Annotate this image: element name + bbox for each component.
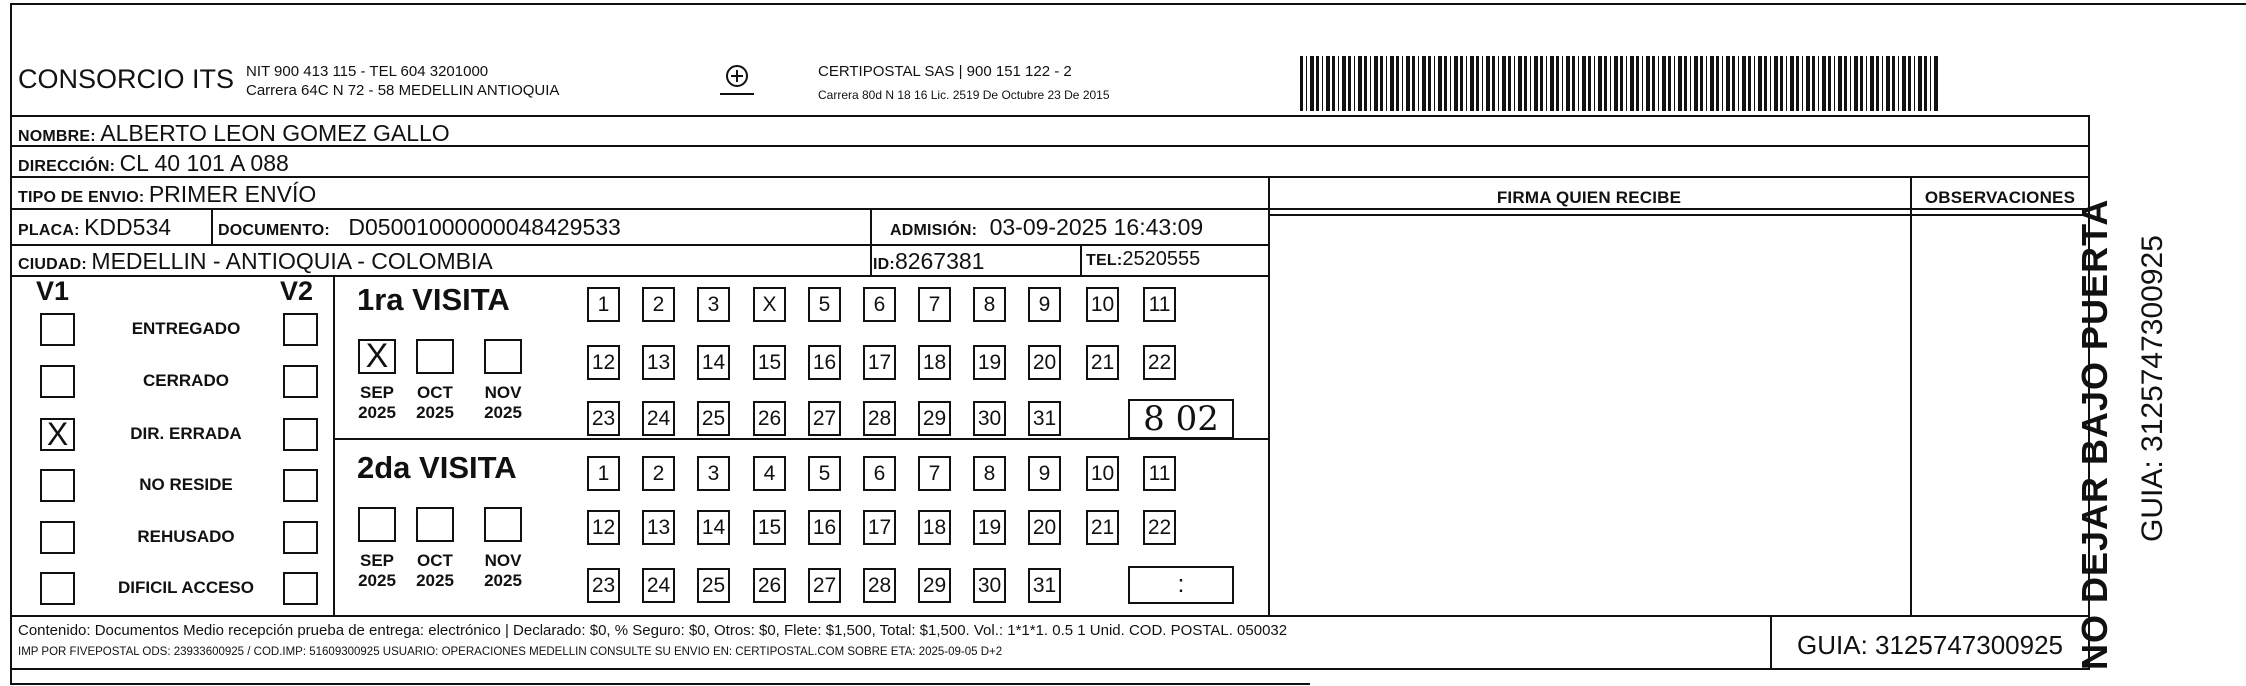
visit2-day-25[interactable]: 25: [697, 568, 730, 603]
visit1-day-13[interactable]: 13: [642, 345, 675, 380]
status-v1-checkbox[interactable]: [40, 521, 75, 554]
status-v2-checkbox[interactable]: [283, 572, 318, 605]
visit2-day-12[interactable]: 12: [587, 510, 620, 545]
month-year: 2025: [358, 571, 396, 590]
visit2-month-label: [474, 551, 532, 591]
visit2-day-7[interactable]: 7: [918, 456, 951, 491]
visit1-day-18[interactable]: 18: [918, 345, 951, 380]
visit2-day-4[interactable]: 4: [753, 456, 786, 491]
visit2-day-21[interactable]: 21: [1086, 510, 1119, 545]
status-v2-checkbox[interactable]: [283, 365, 318, 398]
side-warning: NO DEJAR BAJO PUERTA: [2074, 198, 2115, 670]
month-year: 2025: [416, 571, 454, 590]
visit1-day-6[interactable]: 6: [863, 287, 896, 322]
status-v2-checkbox[interactable]: [283, 469, 318, 502]
month-name: OCT: [417, 383, 453, 402]
footer-guia: GUIA: 3125747300925: [1797, 630, 2063, 660]
visit2-day-24[interactable]: 24: [642, 568, 675, 603]
visit1-month-checkbox[interactable]: X: [358, 339, 396, 374]
visit1-day-9[interactable]: 9: [1028, 287, 1061, 322]
admission-row: [890, 214, 1203, 241]
visit1-day-15[interactable]: 15: [753, 345, 786, 380]
visit2-day-19[interactable]: 19: [973, 510, 1006, 545]
month-year: 2025: [484, 403, 522, 422]
status-label: DIFICIL ACCESO: [117, 578, 254, 597]
plate-label: PLACA:: [18, 222, 80, 239]
visit2-day-6[interactable]: 6: [863, 456, 896, 491]
visit1-day-29[interactable]: 29: [918, 401, 951, 436]
visit1-day-27[interactable]: 27: [808, 401, 841, 436]
month-name: NOV: [484, 383, 522, 402]
visit1-day-19[interactable]: 19: [973, 345, 1006, 380]
visit2-month-checkbox[interactable]: [358, 507, 396, 542]
visit2-day-23[interactable]: 23: [587, 568, 620, 603]
visit2-day-30[interactable]: 30: [973, 568, 1006, 603]
v1-label: V1: [36, 276, 70, 306]
month-name: OCT: [417, 551, 453, 570]
certipostal-logo-icon: [712, 60, 762, 102]
company-address: Carrera 64C N 72 - 58 MEDELLIN ANTIOQUIA: [246, 82, 560, 99]
status-label: REHUSADO: [137, 527, 235, 546]
shipping-type: PRIMER ENVÍO: [148, 181, 317, 207]
visit2-day-31[interactable]: 31: [1028, 568, 1061, 603]
visit1-day-17[interactable]: 17: [863, 345, 896, 380]
month-year: 2025: [484, 571, 522, 590]
visit2-day-26[interactable]: 26: [753, 568, 786, 603]
visit1-day-2[interactable]: 2: [642, 287, 675, 322]
visit1-month-checkbox[interactable]: [416, 339, 454, 374]
visit2-day-10[interactable]: 10: [1086, 456, 1119, 491]
barcode: [1300, 56, 1940, 111]
visit2-day-2[interactable]: 2: [642, 456, 675, 491]
plate-row: [18, 214, 171, 241]
visit2-day-22[interactable]: 22: [1143, 510, 1176, 545]
visit2-day-5[interactable]: 5: [808, 456, 841, 491]
visit1-day-28[interactable]: 28: [863, 401, 896, 436]
status-label: DIR. ERRADA: [130, 424, 242, 443]
carrier-address: Carrera 80d N 18 16 Lic. 2519 De Octubre 23 De 2015: [818, 88, 1110, 102]
type-label: TIPO DE ENVIO:: [18, 189, 145, 206]
visit2-day-14[interactable]: 14: [697, 510, 730, 545]
visit2-month-checkbox[interactable]: [484, 507, 522, 542]
visit1-day-24[interactable]: 24: [642, 401, 675, 436]
visit1-day-11[interactable]: 11: [1143, 287, 1176, 322]
visit1-month-checkbox[interactable]: [484, 339, 522, 374]
visit1-title: 1ra VISITA: [357, 282, 510, 317]
visit2-day-3[interactable]: 3: [697, 456, 730, 491]
visit2-day-17[interactable]: 17: [863, 510, 896, 545]
tel-label: TEL:: [1086, 252, 1123, 269]
visit2-day-28[interactable]: 28: [863, 568, 896, 603]
status-v1-checkbox[interactable]: [40, 572, 75, 605]
signature-header: FIRMA QUIEN RECIBE: [1496, 188, 1682, 207]
name-label: NOMBRE:: [18, 128, 96, 145]
top-border: [10, 3, 2246, 5]
visit1-day-10[interactable]: 10: [1086, 287, 1119, 322]
status-v1-checkbox[interactable]: X: [40, 418, 75, 451]
recipient-address: CL 40 101 A 088: [119, 150, 289, 176]
visit1-day-1[interactable]: 1: [587, 287, 620, 322]
visit1-day-4[interactable]: X: [753, 287, 786, 322]
visit2-day-16[interactable]: 16: [808, 510, 841, 545]
visit2-day-20[interactable]: 20: [1028, 510, 1061, 545]
admission-value: 03-09-2025 16:43:09: [989, 214, 1204, 240]
v2-label: V2: [280, 276, 314, 306]
company-nit: NIT 900 413 115 - TEL 604 3201000: [246, 63, 489, 80]
status-v2-checkbox[interactable]: [283, 521, 318, 554]
visit2-title: 2da VISITA: [357, 450, 517, 485]
id-label: ID:: [873, 256, 895, 273]
city-label: CIUDAD:: [18, 256, 87, 273]
visit2-day-8[interactable]: 8: [973, 456, 1006, 491]
visit1-day-21[interactable]: 21: [1086, 345, 1119, 380]
visit2-time-box[interactable]: :: [1128, 566, 1234, 604]
recipient-name: ALBERTO LEON GOMEZ GALLO: [100, 120, 450, 146]
admission-label: ADMISIÓN:: [890, 222, 978, 239]
visit1-day-31[interactable]: 31: [1028, 401, 1061, 436]
tel-value: 2520555: [1122, 248, 1201, 270]
address-label: DIRECCIÓN:: [18, 158, 116, 175]
visit1-month-label: [406, 383, 464, 423]
month-name: NOV: [484, 551, 522, 570]
visit2-day-15[interactable]: 15: [753, 510, 786, 545]
status-label: ENTREGADO: [131, 319, 241, 338]
month-year: 2025: [416, 403, 454, 422]
visit2-day-1[interactable]: 1: [587, 456, 620, 491]
month-name: SEP: [359, 551, 395, 570]
visit2-month-label: [406, 551, 464, 591]
status-v2-checkbox[interactable]: [283, 313, 318, 346]
month-year: 2025: [358, 403, 396, 422]
visit2-day-11[interactable]: 11: [1143, 456, 1176, 491]
name-row: [18, 120, 450, 147]
status-v1-checkbox[interactable]: [40, 469, 75, 502]
id-row: [873, 248, 984, 275]
bottom-border: [10, 683, 1310, 685]
visit1-day-20[interactable]: 20: [1028, 345, 1061, 380]
visit2-day-29[interactable]: 29: [918, 568, 951, 603]
visit1-day-7[interactable]: 7: [918, 287, 951, 322]
visit1-time-box[interactable]: 8 02: [1128, 399, 1234, 439]
visit1-day-14[interactable]: 14: [697, 345, 730, 380]
observations-header: OBSERVACIONES: [1924, 188, 2076, 207]
left-border: [10, 3, 12, 683]
status-label: CERRADO: [143, 371, 229, 390]
visit1-day-23[interactable]: 23: [587, 401, 620, 436]
visit1-day-22[interactable]: 22: [1143, 345, 1176, 380]
city-row: [18, 248, 493, 275]
status-v1-checkbox[interactable]: [40, 313, 75, 346]
carrier-name: CERTIPOSTAL SAS | 900 151 122 - 2: [818, 63, 1072, 80]
visit1-month-label: [474, 383, 532, 423]
document-row: [218, 214, 621, 241]
visit2-day-18[interactable]: 18: [918, 510, 951, 545]
visit2-day-9[interactable]: 9: [1028, 456, 1061, 491]
visit2-day-13[interactable]: 13: [642, 510, 675, 545]
side-guia: GUIA: 3125747300925: [2136, 235, 2169, 542]
visit1-month-label: [348, 383, 406, 423]
document-label: DOCUMENTO:: [218, 222, 330, 239]
footer-content: Contenido: Documentos Medio recepción prueba de entrega: electrónico | Declarado: $0, % Seguro: $0, Otros: $0, Flete: $1,500, Total: $1,500. Vol.: 1*1*1. 0.5 1 Unid. COD. POSTAL. 050032: [18, 622, 1288, 639]
visit2-month-checkbox[interactable]: [416, 507, 454, 542]
visit1-day-25[interactable]: 25: [697, 401, 730, 436]
status-label: NO RESIDE: [139, 475, 233, 494]
visit1-day-3[interactable]: 3: [697, 287, 730, 322]
status-v2-checkbox[interactable]: [283, 418, 318, 451]
tel-row: [1086, 248, 1200, 271]
status-v1-checkbox[interactable]: [40, 365, 75, 398]
visit1-day-30[interactable]: 30: [973, 401, 1006, 436]
city-value: MEDELLIN - ANTIOQUIA - COLOMBIA: [91, 248, 493, 274]
plate-value: KDD534: [84, 214, 172, 240]
footer-print-info: IMP POR FIVEPOSTAL ODS: 23933600925 / COD.IMP: 51609300925 USUARIO: OPERACIONES MEDELLIN CONSULTE SU ENVIO EN: CERTIPOSTAL.COM SOBRE ETA: 2025-09-05 D+2: [18, 646, 1003, 658]
type-row: [18, 181, 316, 208]
document-value: D05001000000048429533: [348, 214, 621, 240]
visit1-day-12[interactable]: 12: [587, 345, 620, 380]
visit2-day-27[interactable]: 27: [808, 568, 841, 603]
company-name: CONSORCIO ITS: [18, 64, 235, 94]
id-value: 8267381: [894, 248, 985, 274]
month-name: SEP: [359, 383, 395, 402]
visit1-day-26[interactable]: 26: [753, 401, 786, 436]
visit1-day-5[interactable]: 5: [808, 287, 841, 322]
visit1-day-8[interactable]: 8: [973, 287, 1006, 322]
visit1-day-16[interactable]: 16: [808, 345, 841, 380]
visit2-month-label: [348, 551, 406, 591]
address-row: [18, 150, 289, 177]
